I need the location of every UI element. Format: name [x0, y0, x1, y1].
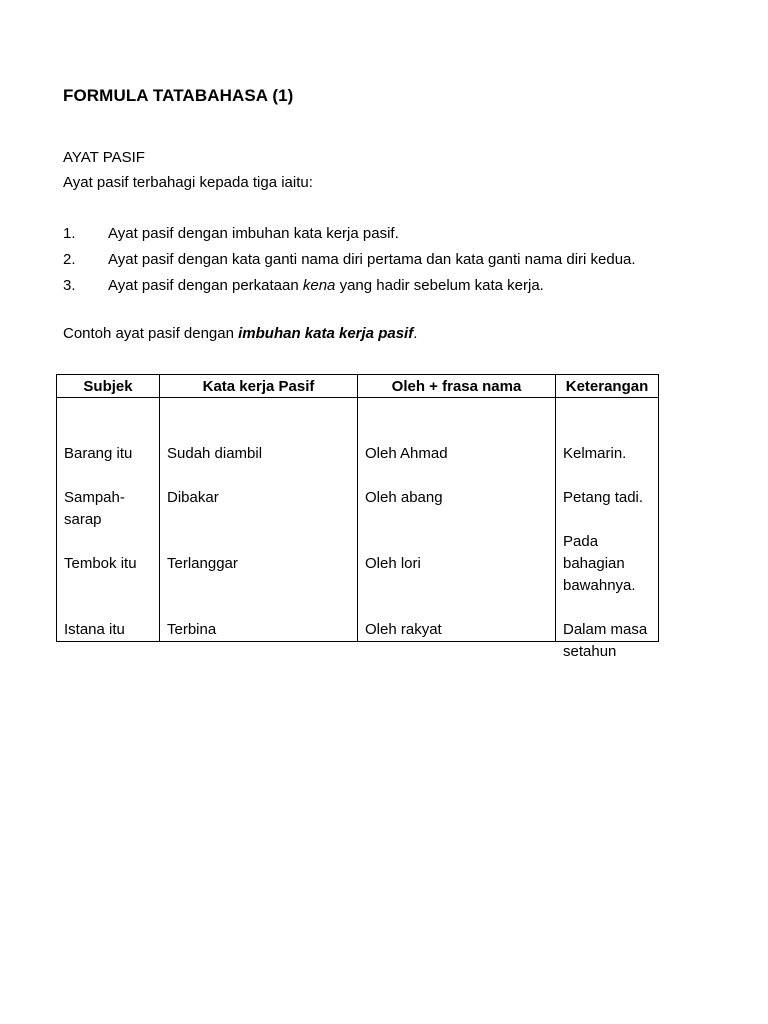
- list-text: Ayat pasif dengan imbuhan kata kerja pasif.: [108, 225, 399, 242]
- example-caption-after: .: [413, 325, 418, 342]
- cell-text: bawahnya.: [563, 577, 636, 594]
- cell-text: Oleh lori: [365, 555, 421, 572]
- example-caption-emphasis: imbuhan kata kerja pasif: [238, 325, 414, 342]
- oleh-frasa-cell: [358, 398, 556, 642]
- list-text: Ayat pasif dengan kata ganti nama diri pertama dan kata ganti nama diri kedua.: [108, 251, 636, 268]
- header-keterangan: Keterangan: [556, 375, 659, 398]
- list-text-after: yang hadir sebelum kata kerja.: [335, 277, 544, 294]
- cell-text: Terlanggar: [167, 555, 238, 572]
- list-text-before: Ayat pasif dengan perkataan: [108, 277, 303, 294]
- cell-text: Tembok itu: [64, 555, 137, 572]
- cell-text: sarap: [64, 511, 102, 528]
- kata-kerja-cell: [160, 398, 358, 642]
- list-text: [108, 276, 544, 296]
- section-heading: AYAT PASIF: [63, 149, 145, 166]
- header-kata-kerja-pasif: Kata kerja Pasif: [160, 375, 358, 398]
- cell-text: Oleh rakyat: [365, 621, 442, 638]
- cell-text: Barang itu: [64, 445, 133, 462]
- cell-text: Sampah-: [64, 489, 125, 506]
- cell-text: Oleh abang: [365, 489, 443, 506]
- passive-sentence-table: [56, 374, 659, 660]
- document-title: FORMULA TATABAHASA (1): [63, 86, 294, 105]
- list-number: 1.: [63, 225, 76, 242]
- list-text-italic: kena: [302, 277, 336, 294]
- cell-text: Sudah diambil: [167, 445, 263, 462]
- example-caption: [63, 325, 417, 342]
- cell-text: Oleh Ahmad: [365, 445, 448, 462]
- cell-text: Petang tadi.: [563, 489, 644, 506]
- keterangan-cell: [556, 398, 659, 660]
- cell-text: Dibakar: [167, 489, 219, 506]
- cell-text: Terbina: [167, 621, 217, 638]
- cell-text: Kelmarin.: [563, 445, 627, 462]
- cell-text: Pada: [563, 533, 599, 550]
- example-caption-before: Contoh ayat pasif dengan: [63, 325, 239, 342]
- subjek-cell: [57, 398, 160, 642]
- header-subjek: Subjek: [57, 375, 160, 398]
- list-number: 3.: [63, 277, 76, 294]
- cell-text: setahun: [563, 643, 617, 660]
- header-oleh-frasa-nama: Oleh + frasa nama: [358, 375, 556, 398]
- list-number: 2.: [63, 251, 76, 268]
- cell-text: Dalam masa: [563, 621, 648, 638]
- cell-text: bahagian: [563, 555, 625, 572]
- table-header-row: [57, 375, 659, 398]
- table-row: [57, 398, 659, 642]
- intro-text: Ayat pasif terbahagi kepada tiga iaitu:: [63, 174, 313, 191]
- cell-text: Istana itu: [64, 621, 125, 638]
